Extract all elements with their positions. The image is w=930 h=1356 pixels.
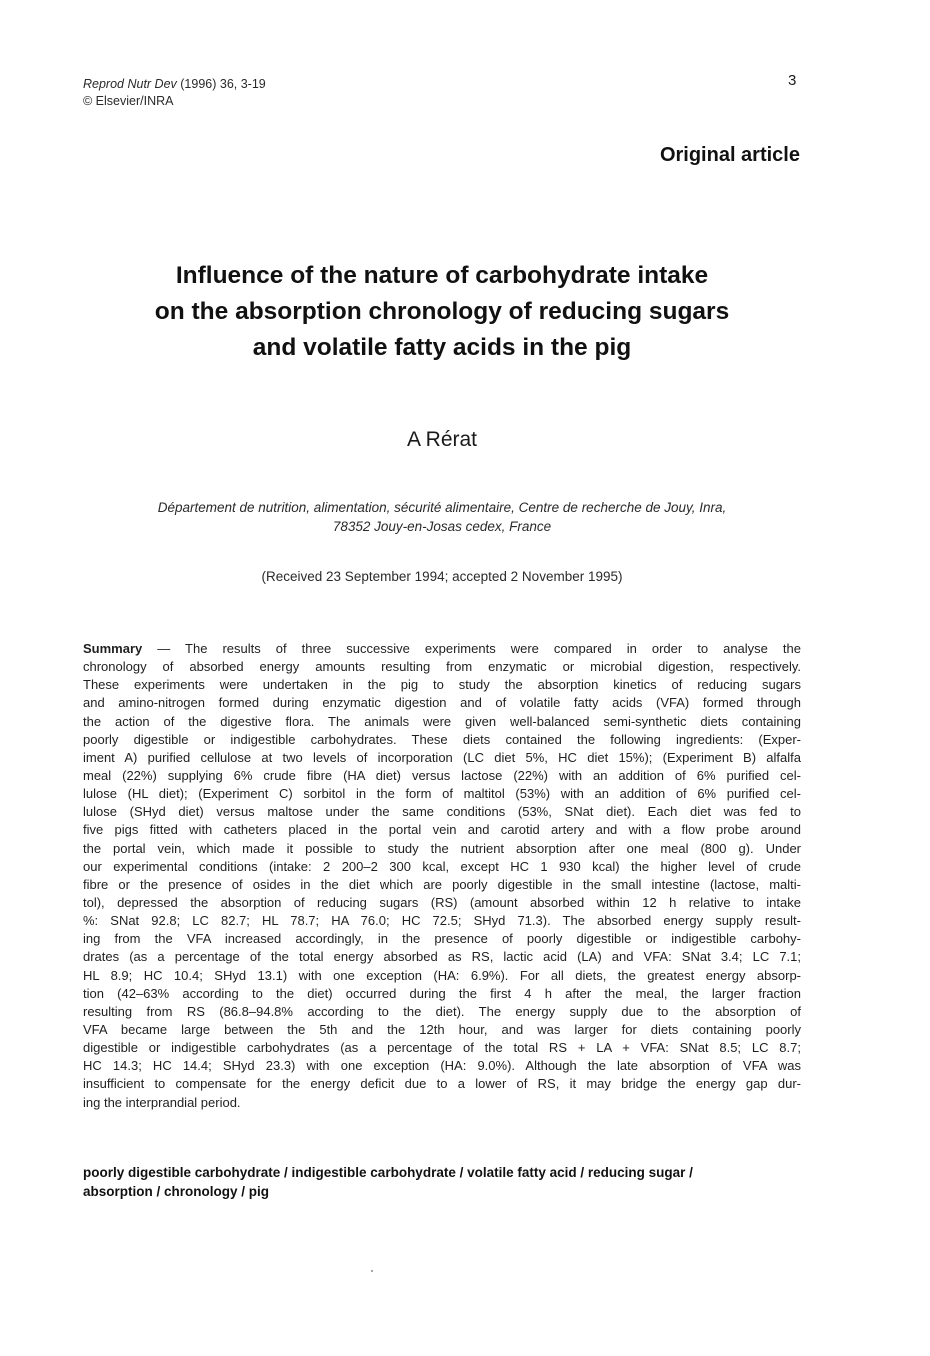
article-type: Original article (659, 144, 800, 166)
summary-text: insufficient to compensate for the energy deficit due to a lower of RS, it may bridge the energy gap dur- (83, 1076, 801, 1092)
summary-line (83, 1039, 801, 1057)
summary-text: tol), depressed the absorption of reducing sugars (RS) (amount absorbed within 12 h relative to intake (83, 894, 801, 910)
summary-line (83, 1021, 801, 1039)
summary-line (83, 1094, 801, 1112)
summary-text: poorly digestible or indigestible carbohydrates. These diets contained the following ingredients: (Exper- (83, 731, 801, 747)
summary-line (83, 876, 801, 894)
article-title (83, 258, 801, 366)
keywords-line: absorption / chronology / pig (83, 1184, 269, 1199)
title-line: Influence of the nature of carbohydrate intake (175, 262, 709, 289)
summary-line (83, 749, 801, 767)
keywords-line: poorly digestible carbohydrate / indigestible carbohydrate / volatile fatty acid / reducing sugar / (83, 1165, 693, 1180)
summary-text: lulose (HL diet); (Experiment C) sorbitol in the form of maltitol (53%) with an addition of 6% purified cel- (83, 786, 801, 802)
summary-text: the action of the digestive flora. The animals were given well-balanced semi-synthetic diets containing (83, 713, 801, 729)
summary-text: five pigs fitted with catheters placed in the portal vein and carotid artery and with a flow probe around (83, 822, 801, 838)
summary (83, 640, 801, 1112)
page-number: 3 (788, 72, 797, 89)
summary-line (83, 967, 801, 985)
summary-text: These experiments were undertaken in the pig to study the absorption kinetics of reducing sugars (83, 677, 801, 693)
scan-speck (371, 1270, 373, 1272)
summary-line (83, 785, 801, 803)
summary-text: chronology of absorbed energy amounts resulting from enzymatic or microbial digestion, respectively. (83, 659, 801, 675)
author: A Rérat (406, 428, 478, 451)
summary-line (83, 713, 801, 731)
summary-text: ing from the VFA increased accordingly, in the presence of poorly digestible or indigestible carbohy- (83, 931, 801, 947)
summary-line (83, 694, 801, 712)
summary-line (83, 985, 801, 1003)
summary-text: tion (42–63% according to the diet) occurred during the first 4 h after the meal, the larger fraction (83, 985, 801, 1001)
summary-line (83, 1057, 801, 1075)
affiliation (83, 498, 801, 536)
affiliation-line: 78352 Jouy-en-Josas cedex, France (332, 519, 552, 534)
summary-text: VFA became large between the 5th and the 12th hour, and was larger for diets containing poorly (83, 1021, 801, 1037)
summary-text: meal (22%) supplying 6% crude fibre (HA diet) versus lactose (22%) with an addition of 6% purified cel- (83, 767, 801, 783)
summary-line (83, 658, 801, 676)
summary-line (83, 858, 801, 876)
summary-line (83, 912, 801, 930)
journal-name: Reprod Nutr Dev (83, 77, 177, 91)
summary-line (83, 676, 801, 694)
summary-text: lulose (SHyd diet) versus maltose under the same conditions (53%, SNat diet). Each diet was fed to (83, 804, 801, 820)
keywords (83, 1163, 801, 1201)
summary-line (83, 894, 801, 912)
summary-line (83, 840, 801, 858)
journal-citation-line (83, 76, 266, 93)
summary-text: digestible or indigestible carbohydrates (as a percentage of the total RS + LA + VFA: SNat 8.5; LC 8.7; (83, 1040, 801, 1056)
summary-text: iment A) purified cellulose at two levels of incorporation (LC diet 5%, HC diet 15%); (Experiment B) alfalfa (83, 749, 801, 765)
journal-info (83, 76, 266, 110)
summary-text: resulting from RS (86.8–94.8% according to the diet). The energy supply due to the absorption of (83, 1003, 801, 1019)
summary-text: fibre or the presence of osides in the diet which are poorly digestible in the small intestine (lactose, malti- (83, 876, 801, 892)
title-line: on the absorption chronology of reducing sugars (154, 298, 730, 325)
journal-volume-pages: (1996) 36, 3-19 (176, 77, 266, 91)
summary-text: %: SNat 92.8; LC 82.7; HL 78.7; HA 76.0; HC 72.5; SHyd 71.3). The absorbed energy supply result- (83, 913, 801, 929)
summary-text: HC 14.3; HC 14.4; SHyd 23.3) with one exception (HA: 9.0%). Although the late absorption of VFA was (83, 1058, 801, 1074)
summary-line (83, 1075, 801, 1093)
title-line: and volatile fatty acids in the pig (252, 334, 632, 361)
summary-line (83, 767, 801, 785)
summary-text: — The results of three successive experiments were compared in order to analyse the (142, 641, 801, 656)
summary-line (83, 803, 801, 821)
summary-text: the portal vein, which made it possible to study the nutrient absorption after one meal (800 g). Under (83, 840, 801, 856)
summary-label: Summary (83, 641, 143, 656)
summary-text: our experimental conditions (intake: 2 200–2 300 kcal, except HC 1 930 kcal) the higher level of crude (83, 858, 801, 874)
summary-line (83, 640, 801, 658)
summary-line (83, 948, 801, 966)
summary-text: ing the interprandial period. (83, 1094, 241, 1110)
received-dates: (Received 23 September 1994; accepted 2 November 1995) (261, 569, 623, 584)
summary-text: and amino-nitrogen formed during enzymatic digestion and of volatile fatty acids (VFA) formed through (83, 695, 801, 711)
summary-text: drates (as a percentage of the total energy absorbed as RS, lactic acid (LA) and VFA: SNat 3.4; LC 7.1; (83, 949, 801, 965)
summary-line (83, 731, 801, 749)
publisher: © Elsevier/INRA (83, 94, 174, 108)
summary-text: HL 8.9; HC 10.4; SHyd 13.1) with one exception (HA: 6.9%). For all diets, the greatest energy absorp- (83, 967, 801, 983)
summary-line (83, 930, 801, 948)
affiliation-line: Département de nutrition, alimentation, sécurité alimentaire, Centre de recherche de Jouy, Inra, (157, 500, 727, 515)
summary-line (83, 821, 801, 839)
summary-line (83, 1003, 801, 1021)
